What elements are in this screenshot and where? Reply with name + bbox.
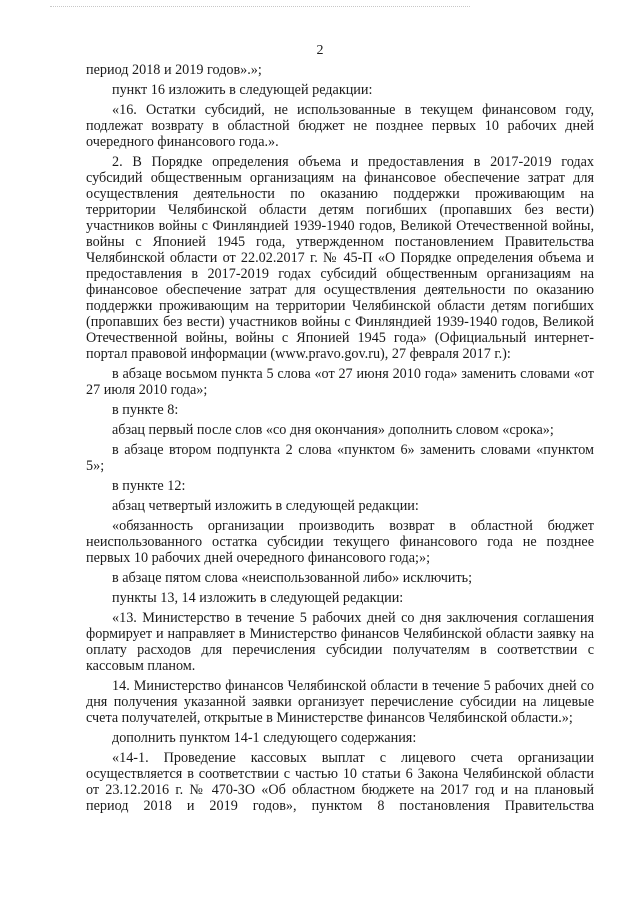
paragraph: в пункте 12: [112, 478, 186, 494]
paragraph: период 2018 и 2019 годов».»; [86, 62, 262, 78]
paragraph: в пункте 8: [112, 402, 179, 418]
page-number: 2 [316, 43, 324, 58]
document-body [86, 62, 594, 818]
paragraph: 14. Министерство финансов Челябинской области в течение 5 рабочих дней со дня получения указанной заявки организует перечисление субсидии на лицевые счета получателей, открытые в Министерстве финансов Челябинской области.»; [86, 678, 594, 726]
paragraph: абзац первый после слов «со дня окончания» дополнить словом «срока»; [112, 422, 554, 438]
paragraph: в абзаце восьмом пункта 5 слова «от 27 июня 2010 года» заменить словами «от 27 июля 2010 года»; [86, 366, 594, 398]
paragraph: в абзаце втором подпункта 2 слова «пунктом 6» заменить словами «пунктом 5»; [86, 442, 594, 474]
paragraph: «16. Остатки субсидий, не использованные в текущем финансовом году, подлежат возврату в областной бюджет не позднее первых 10 рабочих дней очередного финансового года.». [86, 102, 594, 150]
paragraph: в абзаце пятом слова «неиспользованной либо» исключить; [112, 570, 473, 586]
paragraph: 2. В Порядке определения объема и предоставления в 2017-2019 годах субсидий общественным организациям на финансовое обеспечение затрат для осуществления деятельности по оказанию поддержки проживающим на территории Челябинской области детям погибших (пропавших без вести) участников войны с Финляндией 1939-1940 годов, Великой Отечественной войны, войны с Японией 1945 года, утвержденном постановлением Правительства Челябинской области от 22.02.2017 г. № 45-П «О Порядке определения объема и предоставления в 2017-2019 годах субсидий общественным организациям на финансовое обеспечение затрат для осуществления деятельности по оказанию поддержки проживающим на территории Челябинской области детям погибших (пропавших без вести) участников войны с Финляндией 1939-1940 годов, Великой Отечественной войны, войны с Японией 1945 года» (Официальный интернет-портал правовой информации (www.pravo.gov.ru), 27 февраля 2017 г.): [86, 154, 594, 362]
paragraph: «14-1. Проведение кассовых выплат с лицевого счета организации осуществляется в соответствии с частью 10 статьи 6 Закона Челябинской области от 23.12.2016 г. № 470-ЗО «Об областном бюджете на 2017 год и на плановый период 2018 и 2019 годов», пунктом 8 постановления Правительства [86, 750, 594, 814]
paragraph: абзац четвертый изложить в следующей редакции: [112, 498, 419, 514]
paragraph: пункты 13, 14 изложить в следующей редакции: [112, 590, 404, 606]
paragraph: «обязанность организации производить возврат в областной бюджет неиспользованного остатка субсидии текущего финансового года не позднее первых 10 рабочих дней очередного финансового года;»; [86, 518, 594, 566]
scan-artifact-line [50, 6, 470, 7]
paragraph: пункт 16 изложить в следующей редакции: [112, 82, 373, 98]
paragraph: «13. Министерство в течение 5 рабочих дней со дня заключения соглашения формирует и направляет в Министерство финансов Челябинской области заявку на оплату расходов для перечисления субсидии получателям в соответствии с кассовым планом. [86, 610, 594, 674]
paragraph: дополнить пунктом 14-1 следующего содержания: [112, 730, 417, 746]
